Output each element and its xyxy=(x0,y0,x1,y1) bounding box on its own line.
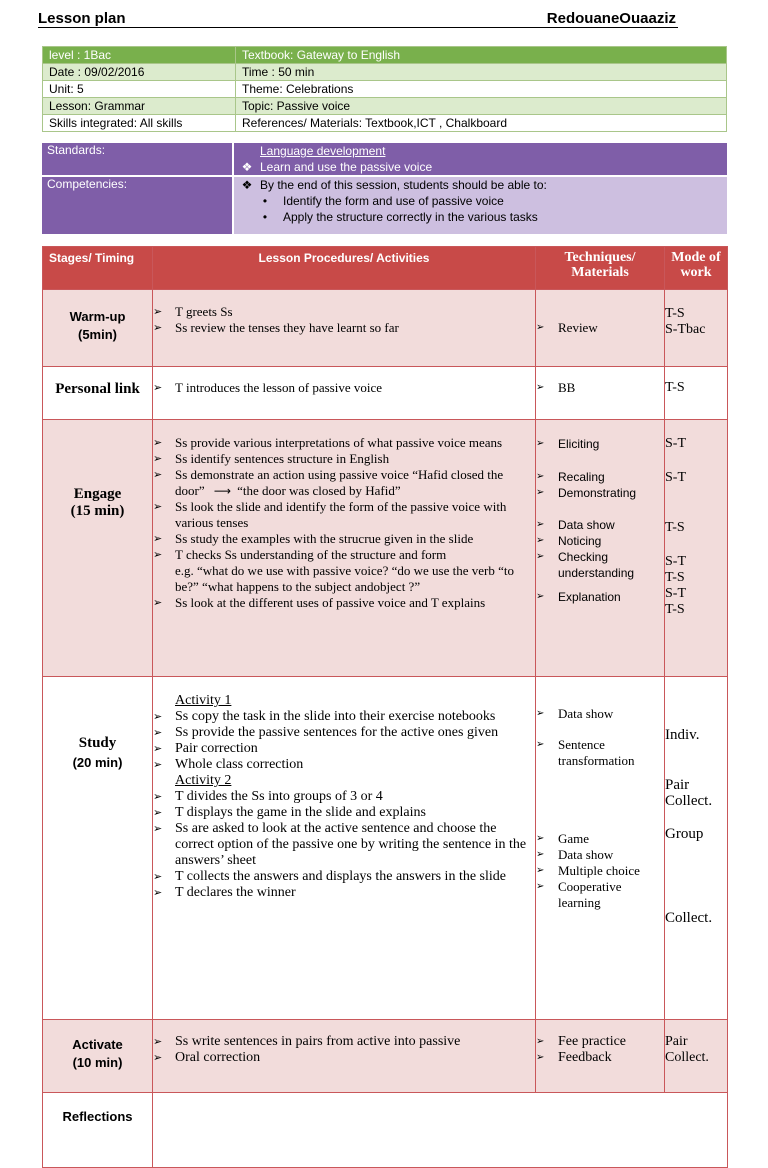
arrow-bullet-icon: ➢ xyxy=(536,833,545,844)
arrow-bullet-icon: ➢ xyxy=(153,871,163,883)
arrow-bullet-icon: ➢ xyxy=(536,551,545,562)
stage-warmup: Warm-up (5min) xyxy=(43,290,153,367)
arrow-bullet-icon: ➢ xyxy=(153,306,163,318)
techniques-warmup: ➢ Review xyxy=(536,290,665,367)
arrow-bullet-icon: ➢ xyxy=(153,533,163,545)
arrow-bullet-icon: ➢ xyxy=(153,807,163,819)
arrow-bullet-icon: ➢ xyxy=(153,727,163,739)
stage-engage: Engage (15 min) xyxy=(43,420,153,677)
arrow-bullet-icon: ➢ xyxy=(536,471,545,482)
arrow-bullet-icon: ➢ xyxy=(536,487,545,498)
arrow-bullet-icon: ➢ xyxy=(153,453,163,465)
arrow-bullet-icon: ➢ xyxy=(536,535,545,546)
stage-personal-link: Personal link xyxy=(43,367,153,420)
arrow-bullet-icon: ➢ xyxy=(536,519,545,530)
lesson-info-table xyxy=(42,46,727,132)
table-row-reflections xyxy=(43,1093,728,1168)
info-cell: Topic: Passive voice xyxy=(236,98,727,115)
arrow-bullet-icon: ➢ xyxy=(153,322,163,334)
arrow-bullet-icon: ➢ xyxy=(153,437,163,449)
arrow-bullet-icon: ➢ xyxy=(536,739,545,750)
competency-item: Identify the form and use of passive voice xyxy=(283,194,504,208)
diamond-bullet-icon: ❖ xyxy=(241,178,253,192)
competencies-content xyxy=(233,176,727,234)
procedures-engage: ➢ Ss provide various interpretations of what passive voice means ➢ Ss identify sentences structure in English ➢ Ss demonstrate an action using passive voice “Hafid closed the door” ⟶ “the door was closed by Hafid” ➢ Ss look the slide and identify the form of the passive voice with various tenses ➢ Ss study the examples with the strucrue given in the slide ➢ T checks Ss understanding of the structure and form e.g. “what do we use with passive voice? “do we use the verb “to be?” “what happens to the subject andobject ?” ➢ Ss look at the different uses of passive voice and T explains xyxy=(153,420,536,677)
procedures-warmup: ➢ T greets Ss ➢ Ss review the tenses they have learnt so far xyxy=(153,290,536,367)
techniques-activate: ➢ Fee practice ➢ Feedback xyxy=(536,1020,665,1093)
table-row-warmup xyxy=(43,290,728,367)
arrow-bullet-icon: ➢ xyxy=(153,501,163,513)
mode-activate: Pair Collect. xyxy=(665,1020,728,1093)
info-cell: Unit: 5 xyxy=(43,81,236,98)
activity-2-heading: Activity 2 xyxy=(175,773,232,788)
bullet-icon: • xyxy=(262,194,268,208)
info-cell: Date : 09/02/2016 xyxy=(43,64,236,81)
header-techniques: Techniques/ Materials xyxy=(536,247,665,290)
info-cell: Skills integrated: All skills xyxy=(43,115,236,132)
info-cell: Time : 50 min xyxy=(236,64,727,81)
procedures-activate: ➢ Ss write sentences in pairs from active into passive ➢ Oral correction xyxy=(153,1020,536,1093)
standards-content xyxy=(233,143,727,176)
arrow-bullet-icon: ➢ xyxy=(536,438,545,449)
table-row-personal-link xyxy=(43,367,728,420)
diamond-bullet-icon: ❖ xyxy=(241,160,253,174)
arrow-bullet-icon: ➢ xyxy=(536,1036,545,1047)
arrow-bullet-icon: ➢ xyxy=(153,549,163,561)
mode-warmup: T-S S-Tbac xyxy=(665,290,728,367)
document-title: Lesson plan xyxy=(38,10,126,27)
arrow-bullet-icon: ➢ xyxy=(153,743,163,755)
arrow-bullet-icon: ➢ xyxy=(536,382,545,393)
header-rule xyxy=(38,27,678,28)
standards-label: Standards: xyxy=(42,143,233,176)
right-arrow-icon: ⟶ xyxy=(213,484,232,498)
mode-study: Indiv. Pair Collect. Group Collect. xyxy=(665,677,728,1020)
table-row-engage xyxy=(43,420,728,677)
reflections-content xyxy=(153,1093,728,1168)
arrow-bullet-icon: ➢ xyxy=(153,791,163,803)
techniques-engage: ➢ Eliciting ➢ Recaling ➢ Demonstrating ➢ Data show ➢ Noticing ➢ Checking understanding ➢ Explanation xyxy=(536,420,665,677)
standards-heading: Language development xyxy=(260,144,386,158)
header-mode: Mode of work xyxy=(665,247,728,290)
mode-personal-link: T-S xyxy=(665,367,728,420)
techniques-study: ➢ Data show ➢ Sentence transformation ➢ Game ➢ Data show ➢ Multiple choice ➢ Cooperative learning xyxy=(536,677,665,1020)
arrow-bullet-icon: ➢ xyxy=(536,1052,545,1063)
stage-reflections: Reflections xyxy=(43,1093,153,1168)
arrow-bullet-icon: ➢ xyxy=(153,887,163,899)
standards-item: Learn and use the passive voice xyxy=(260,160,433,174)
activity-1-heading: Activity 1 xyxy=(175,693,232,708)
table-row-study xyxy=(43,677,728,1020)
arrow-bullet-icon: ➢ xyxy=(153,759,163,771)
arrow-bullet-icon: ➢ xyxy=(536,881,545,892)
competencies-intro: By the end of this session, students should be able to: xyxy=(260,178,547,192)
arrow-bullet-icon: ➢ xyxy=(536,865,545,876)
competencies-label: Competencies: xyxy=(42,176,233,234)
info-cell: Lesson: Grammar xyxy=(43,98,236,115)
arrow-bullet-icon: ➢ xyxy=(536,849,545,860)
header-stages: Stages/ Timing xyxy=(43,247,153,290)
lesson-procedure-table xyxy=(42,246,728,1168)
arrow-bullet-icon: ➢ xyxy=(153,1036,163,1048)
arrow-bullet-icon: ➢ xyxy=(153,469,163,481)
arrow-bullet-icon: ➢ xyxy=(536,322,545,333)
stage-activate: Activate (10 min) xyxy=(43,1020,153,1093)
header-procedures: Lesson Procedures/ Activities xyxy=(153,247,536,290)
standards-table xyxy=(42,143,727,234)
stage-study: Study (20 min) xyxy=(43,677,153,1020)
competency-item: Apply the structure correctly in the various tasks xyxy=(283,210,538,224)
info-cell: Textbook: Gateway to English xyxy=(236,47,727,64)
arrow-bullet-icon: ➢ xyxy=(153,711,163,723)
table-row-activate xyxy=(43,1020,728,1093)
procedures-personal-link: ➢ T introduces the lesson of passive voice xyxy=(153,367,536,420)
arrow-bullet-icon: ➢ xyxy=(153,823,163,835)
bullet-icon: • xyxy=(262,210,268,224)
arrow-bullet-icon: ➢ xyxy=(153,382,163,394)
author-name: RedouaneOuaaziz xyxy=(546,10,676,27)
info-cell: level : 1Bac xyxy=(43,47,236,64)
arrow-bullet-icon: ➢ xyxy=(153,1052,163,1064)
procedures-study: Activity 1 ➢ Ss copy the task in the slide into their exercise notebooks ➢ Ss provide the passive sentences for the active ones given ➢ Pair correction ➢ Whole class correction Activity 2 ➢ T divides the Ss into groups of 3 or 4 ➢ T displays the game in the slide and explains ➢ Ss are asked to look at the active sentence and choose the correct option of the passive one by writing the sentence in the answers’ sheet ➢ T collects the answers and displays the answers in the slide ➢ T declares the winner xyxy=(153,677,536,1020)
arrow-bullet-icon: ➢ xyxy=(153,597,163,609)
arrow-bullet-icon: ➢ xyxy=(536,708,545,719)
techniques-personal-link: ➢ BB xyxy=(536,367,665,420)
info-cell: Theme: Celebrations xyxy=(236,81,727,98)
mode-engage: S-T S-T T-S S-T T-S S-T T-S xyxy=(665,420,728,677)
arrow-bullet-icon: ➢ xyxy=(536,591,545,602)
info-cell: References/ Materials: Textbook,ICT , Chalkboard xyxy=(236,115,727,132)
